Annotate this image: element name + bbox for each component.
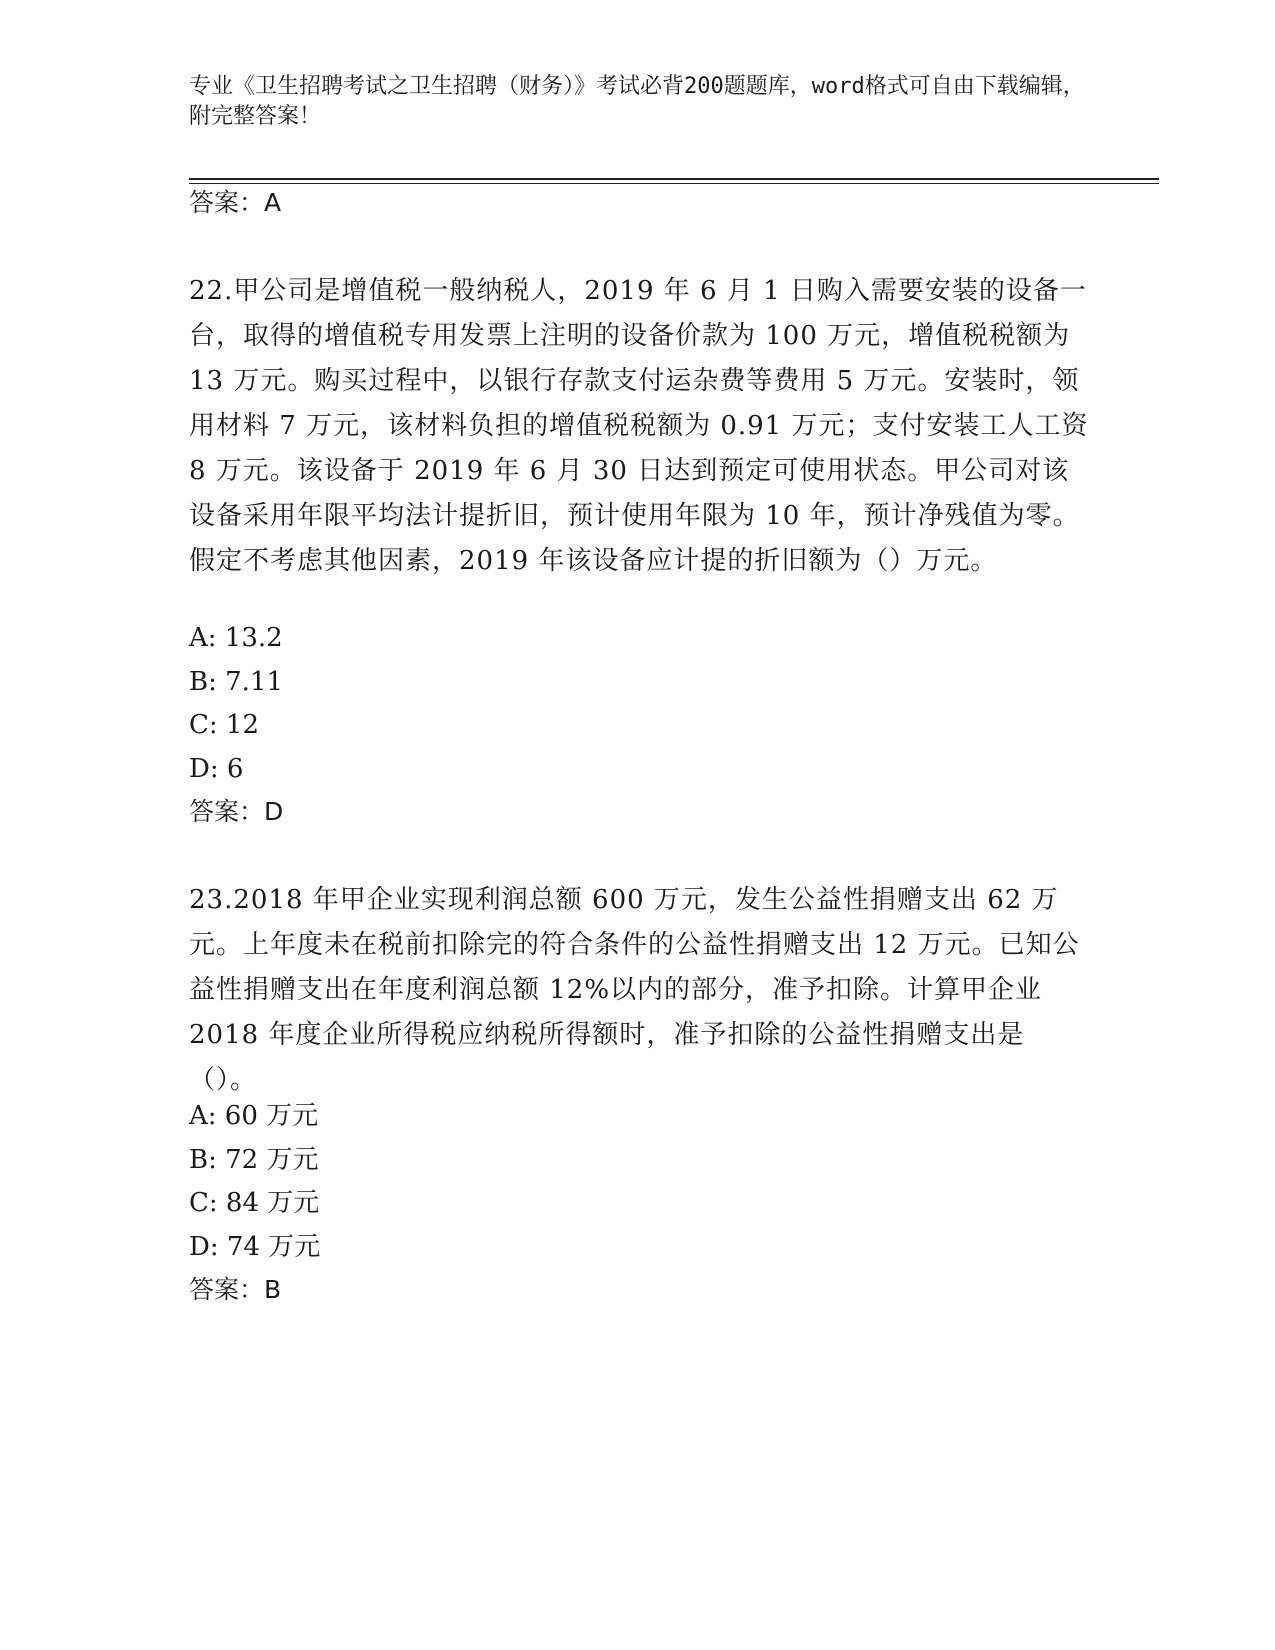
header-divider [189, 178, 1159, 180]
question-22-option-c: C: 12 [189, 710, 260, 740]
question-22-option-b: B: 7.11 [189, 667, 284, 697]
answer-q22: 答案：D [189, 797, 284, 826]
question-23-option-d: D: 74 万元 [189, 1232, 321, 1262]
question-22-option-a: A: 13.2 [189, 623, 283, 653]
question-22-stem: 22.甲公司是增值税一般纳税人，2019 年 6 月 1 日购入需要安装的设备一台，取得的增值税专用发票上注明的设备价款为 100 万元，增值税税额为 13 万元。购买过程中，以银行存款支付运杂费等费用 5 万元。安装时，领用材料 7 万元，该材料负担的增值税税额为 0.91 万元；支付安装工人工资 8 万元。该设备于 2019 年 6 月 30 日达到预定可使用状态。甲公司对该设备采用年限平均法计提折旧，预计使用年限为 10 年，预计净残值为零。假定不考虑其他因素，2019 年该设备应计提的折旧额为（）万元。 [189, 276, 1089, 576]
answer-q21: 答案：A [189, 188, 282, 217]
question-22-option-d: D: 6 [189, 754, 244, 784]
question-23-stem: 23.2018 年甲企业实现利润总额 600 万元，发生公益性捐赠支出 62 万元。上年度未在税前扣除完的符合条件的公益性捐赠支出 12 万元。已知公益性捐赠支出在年度利润总额 12%以内的部分，准予扣除。计算甲企业 2018 年度企业所得税应纳税所得额时，准予扣除的公益性捐赠支出是（）。 [189, 885, 1080, 1095]
question-23-option-a: A: 60 万元 [189, 1101, 319, 1131]
question-23-option-b: B: 72 万元 [189, 1145, 319, 1175]
header-divider-thin [189, 183, 1159, 184]
answer-q23: 答案：B [189, 1275, 282, 1304]
question-23-option-c: C: 84 万元 [189, 1188, 320, 1218]
document-header: 专业《卫生招聘考试之卫生招聘（财务）》考试必背200题题库，word格式可自由下载编辑，附完整答案！ [189, 74, 1085, 129]
